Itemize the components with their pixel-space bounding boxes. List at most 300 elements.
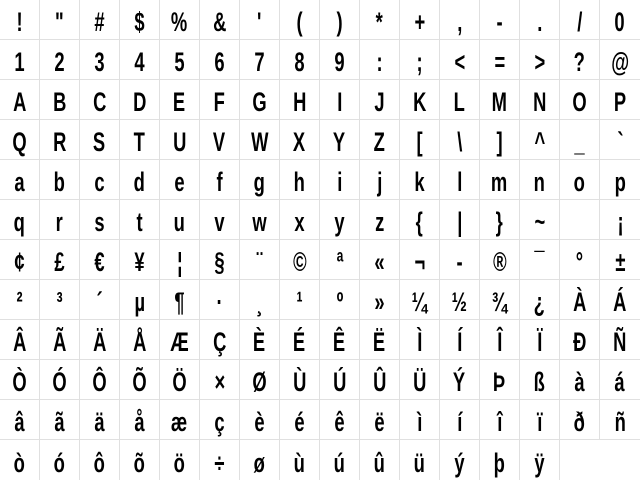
glyph: Ð — [572, 327, 587, 357]
glyph-cell[interactable] — [160, 120, 200, 160]
glyph-cell[interactable] — [520, 40, 560, 80]
glyph-cell[interactable] — [560, 280, 600, 320]
glyph-cell[interactable] — [320, 320, 360, 360]
glyph-cell[interactable] — [400, 400, 440, 440]
glyph-cell[interactable] — [440, 160, 480, 200]
glyph: ý — [454, 447, 465, 478]
glyph: H — [292, 87, 307, 117]
glyph: g — [253, 167, 266, 197]
glyph-cell[interactable] — [400, 40, 440, 80]
glyph-cell[interactable] — [320, 280, 360, 320]
glyph-cell[interactable] — [600, 200, 640, 240]
glyph-cell[interactable] — [600, 240, 640, 280]
glyph-cell[interactable] — [560, 360, 600, 400]
glyph-cell[interactable] — [80, 320, 120, 360]
glyph: õ — [133, 447, 146, 478]
glyph: ¶ — [174, 287, 185, 317]
glyph-cell[interactable] — [120, 440, 160, 480]
glyph: . — [536, 7, 543, 37]
glyph-cell[interactable] — [160, 0, 200, 40]
glyph-cell[interactable] — [40, 80, 80, 120]
glyph: f — [216, 167, 223, 197]
glyph-cell[interactable] — [40, 400, 80, 440]
glyph-cell[interactable] — [320, 240, 360, 280]
glyph-cell[interactable] — [560, 400, 600, 440]
glyph: ñ — [614, 407, 626, 437]
glyph-cell[interactable] — [560, 200, 600, 240]
glyph-cell[interactable] — [200, 400, 240, 440]
glyph-cell[interactable] — [240, 200, 280, 240]
glyph: ¦ — [176, 247, 183, 277]
glyph: ò — [13, 447, 26, 478]
glyph-cell[interactable] — [360, 120, 400, 160]
glyph-cell[interactable] — [200, 160, 240, 200]
glyph-cell[interactable] — [80, 240, 120, 280]
glyph-cell[interactable] — [0, 40, 40, 80]
glyph: N — [532, 87, 547, 117]
glyph: C — [92, 87, 107, 117]
glyph-cell[interactable] — [280, 360, 320, 400]
glyph-cell[interactable] — [520, 360, 560, 400]
glyph-cell[interactable] — [120, 80, 160, 120]
glyph: V — [213, 127, 226, 157]
glyph: ; — [416, 47, 423, 77]
glyph: £ — [54, 247, 65, 277]
glyph-cell[interactable] — [240, 160, 280, 200]
glyph-cell[interactable] — [0, 360, 40, 400]
glyph: § — [214, 247, 225, 277]
glyph: « — [374, 247, 385, 277]
glyph: ø — [253, 447, 266, 478]
glyph-cell[interactable] — [320, 400, 360, 440]
glyph-cell[interactable] — [280, 160, 320, 200]
glyph-cell[interactable] — [120, 160, 160, 200]
glyph: ¿ — [533, 287, 546, 317]
glyph: : — [376, 47, 383, 77]
glyph-cell[interactable] — [560, 80, 600, 120]
glyph-cell[interactable] — [160, 280, 200, 320]
glyph-cell[interactable] — [240, 400, 280, 440]
glyph-cell[interactable] — [520, 120, 560, 160]
glyph-cell[interactable] — [520, 0, 560, 40]
glyph-cell[interactable] — [320, 360, 360, 400]
glyph: | — [456, 207, 463, 237]
glyph: & — [212, 7, 227, 37]
glyph-cell[interactable] — [0, 280, 40, 320]
glyph-cell[interactable] — [480, 200, 520, 240]
glyph: ¬ — [414, 247, 425, 277]
glyph: M — [491, 87, 508, 117]
glyph-cell[interactable] — [160, 40, 200, 80]
glyph-cell[interactable] — [200, 0, 240, 40]
glyph-cell[interactable] — [360, 80, 400, 120]
glyph-cell[interactable] — [520, 80, 560, 120]
glyph-cell[interactable] — [120, 400, 160, 440]
glyph-cell[interactable] — [440, 0, 480, 40]
glyph-cell[interactable] — [240, 440, 280, 480]
glyph: @ — [611, 47, 629, 77]
glyph: Ô — [92, 367, 107, 397]
glyph-cell[interactable] — [0, 120, 40, 160]
glyph: Ü — [412, 367, 427, 397]
glyph: ! — [16, 7, 23, 37]
glyph: é — [294, 407, 305, 437]
glyph-row — [0, 360, 640, 400]
glyph: Q — [12, 127, 27, 157]
glyph: á — [614, 367, 626, 397]
glyph-cell[interactable] — [80, 400, 120, 440]
glyph: T — [133, 127, 146, 157]
glyph-cell[interactable] — [320, 80, 360, 120]
glyph-cell[interactable] — [40, 200, 80, 240]
glyph: Ä — [92, 327, 107, 357]
glyph-cell[interactable] — [560, 40, 600, 80]
glyph-cell[interactable] — [280, 80, 320, 120]
glyph-cell[interactable] — [80, 40, 120, 80]
glyph: - — [456, 247, 463, 277]
glyph-cell[interactable] — [280, 40, 320, 80]
glyph-cell[interactable] — [360, 0, 400, 40]
glyph-cell[interactable] — [360, 240, 400, 280]
glyph-cell[interactable] — [160, 320, 200, 360]
glyph: Ã — [52, 327, 67, 357]
glyph: Ó — [52, 367, 67, 397]
glyph-cell[interactable] — [40, 0, 80, 40]
glyph-cell[interactable] — [0, 440, 40, 480]
glyph: Ê — [333, 327, 346, 357]
glyph-cell[interactable] — [480, 360, 520, 400]
glyph: 1 — [14, 47, 25, 77]
glyph: { — [415, 207, 424, 237]
glyph: º — [336, 287, 343, 317]
glyph: E — [173, 87, 186, 117]
glyph: a — [14, 167, 25, 197]
glyph-cell[interactable] — [160, 80, 200, 120]
glyph-cell[interactable] — [80, 200, 120, 240]
glyph: 4 — [134, 47, 145, 77]
glyph-cell[interactable] — [600, 360, 640, 400]
glyph-cell[interactable] — [200, 120, 240, 160]
glyph-cell[interactable] — [80, 0, 120, 40]
glyph-cell[interactable] — [480, 0, 520, 40]
glyph-cell[interactable] — [360, 280, 400, 320]
glyph-cell[interactable] — [0, 0, 40, 40]
glyph-cell[interactable] — [440, 280, 480, 320]
glyph-cell[interactable] — [0, 400, 40, 440]
glyph-cell[interactable] — [40, 120, 80, 160]
glyph-cell[interactable] — [520, 160, 560, 200]
glyph-cell[interactable] — [280, 440, 320, 480]
glyph-cell[interactable] — [360, 440, 400, 480]
glyph-cell[interactable] — [560, 320, 600, 360]
glyph: Í — [456, 327, 463, 357]
glyph-cell[interactable] — [360, 360, 400, 400]
glyph: ì — [416, 407, 423, 437]
glyph-cell[interactable] — [80, 440, 120, 480]
glyph: ¢ — [14, 247, 25, 277]
glyph-cell[interactable] — [560, 120, 600, 160]
glyph: þ — [493, 447, 506, 478]
glyph-cell[interactable] — [0, 200, 40, 240]
glyph-cell[interactable] — [40, 360, 80, 400]
glyph-cell[interactable] — [280, 240, 320, 280]
glyph-cell[interactable] — [440, 360, 480, 400]
glyph: ] — [496, 127, 503, 157]
glyph-cell[interactable] — [120, 40, 160, 80]
glyph: ¾ — [491, 287, 508, 317]
glyph-cell[interactable] — [560, 160, 600, 200]
glyph-cell[interactable] — [0, 160, 40, 200]
glyph-cell[interactable] — [120, 280, 160, 320]
glyph-row — [0, 240, 640, 280]
glyph-cell[interactable] — [280, 320, 320, 360]
glyph: É — [293, 327, 306, 357]
glyph-cell[interactable] — [320, 440, 360, 480]
glyph-cell[interactable] — [80, 120, 120, 160]
glyph-cell[interactable] — [400, 360, 440, 400]
glyph: 0 — [614, 7, 626, 37]
glyph: Ú — [332, 367, 347, 397]
glyph-cell[interactable] — [560, 240, 600, 280]
glyph-cell[interactable] — [200, 440, 240, 480]
glyph: ¼ — [411, 287, 428, 317]
glyph-cell[interactable] — [360, 200, 400, 240]
glyph: æ — [171, 407, 188, 437]
glyph-cell[interactable] — [440, 440, 480, 480]
glyph-cell[interactable] — [200, 360, 240, 400]
glyph: $ — [134, 7, 145, 37]
glyph-cell[interactable] — [400, 160, 440, 200]
glyph-cell[interactable] — [480, 40, 520, 80]
glyph: o — [573, 167, 586, 197]
glyph-cell[interactable] — [200, 40, 240, 80]
glyph: A — [12, 87, 27, 117]
glyph-cell[interactable] — [480, 280, 520, 320]
glyph-cell[interactable] — [280, 400, 320, 440]
glyph-cell[interactable] — [160, 200, 200, 240]
glyph-cell[interactable] — [280, 280, 320, 320]
glyph: ' — [257, 7, 262, 37]
glyph-cell[interactable] — [240, 0, 280, 40]
glyph: Ò — [12, 367, 27, 397]
glyph-cell[interactable] — [600, 160, 640, 200]
glyph-cell[interactable] — [600, 320, 640, 360]
glyph-cell[interactable] — [240, 280, 280, 320]
glyph-cell[interactable] — [440, 40, 480, 80]
glyph-cell[interactable] — [600, 40, 640, 80]
glyph-cell[interactable] — [480, 320, 520, 360]
glyph: ó — [53, 447, 66, 478]
glyph-cell[interactable] — [400, 120, 440, 160]
glyph-cell[interactable] — [160, 440, 200, 480]
glyph: ( — [296, 7, 303, 37]
glyph-cell[interactable] — [480, 240, 520, 280]
glyph-cell[interactable] — [0, 80, 40, 120]
glyph-cell[interactable] — [560, 0, 600, 40]
glyph: t — [136, 207, 143, 237]
glyph-cell[interactable] — [40, 440, 80, 480]
glyph-cell[interactable] — [400, 440, 440, 480]
glyph-cell[interactable] — [400, 280, 440, 320]
glyph-cell[interactable] — [0, 320, 40, 360]
glyph: Ù — [292, 367, 307, 397]
glyph: m — [491, 167, 508, 197]
glyph: P — [613, 87, 627, 117]
glyph: 5 — [174, 47, 185, 77]
glyph: Ö — [172, 367, 187, 397]
glyph: * — [375, 7, 384, 37]
glyph-cell[interactable] — [400, 200, 440, 240]
glyph-cell[interactable] — [80, 80, 120, 120]
glyph: ¡ — [616, 207, 624, 237]
glyph-cell[interactable] — [480, 120, 520, 160]
glyph-cell[interactable] — [440, 200, 480, 240]
glyph-cell[interactable] — [240, 320, 280, 360]
glyph: e — [174, 167, 185, 197]
glyph: ß — [533, 367, 546, 397]
glyph: Ñ — [613, 327, 627, 357]
glyph: % — [171, 7, 188, 37]
glyph: ½ — [451, 287, 468, 317]
glyph-cell[interactable] — [280, 120, 320, 160]
glyph-cell[interactable] — [440, 240, 480, 280]
glyph-cell[interactable] — [160, 240, 200, 280]
glyph: ÷ — [214, 447, 225, 478]
glyph-cell[interactable] — [200, 280, 240, 320]
glyph-row — [0, 400, 640, 440]
glyph-cell[interactable] — [360, 160, 400, 200]
glyph-row — [0, 0, 640, 40]
glyph: ³ — [56, 287, 63, 317]
glyph-cell[interactable] — [40, 240, 80, 280]
glyph: _ — [574, 127, 585, 157]
glyph-cell[interactable] — [240, 240, 280, 280]
glyph: } — [495, 207, 504, 237]
glyph-cell[interactable] — [280, 200, 320, 240]
glyph: ë — [374, 407, 385, 437]
glyph-cell[interactable] — [440, 80, 480, 120]
glyph: ï — [536, 407, 543, 437]
glyph-cell[interactable] — [120, 240, 160, 280]
glyph-cell[interactable] — [200, 240, 240, 280]
glyph: Æ — [170, 327, 189, 357]
glyph: n — [533, 167, 546, 197]
glyph-cell[interactable] — [480, 440, 520, 480]
glyph: ? — [573, 47, 586, 77]
glyph-cell[interactable] — [80, 160, 120, 200]
glyph: = — [494, 47, 505, 77]
glyph-cell[interactable] — [200, 80, 240, 120]
glyph-cell[interactable] — [400, 320, 440, 360]
glyph: / — [576, 7, 583, 37]
glyph-cell[interactable] — [400, 240, 440, 280]
glyph-cell[interactable] — [40, 160, 80, 200]
glyph-cell[interactable] — [600, 120, 640, 160]
glyph-cell[interactable] — [600, 400, 640, 440]
glyph-cell[interactable] — [320, 200, 360, 240]
glyph-cell[interactable] — [160, 160, 200, 200]
glyph: Z — [373, 127, 386, 157]
glyph-cell[interactable] — [120, 360, 160, 400]
glyph: 7 — [254, 47, 265, 77]
glyph-cell[interactable] — [360, 40, 400, 80]
glyph-cell[interactable] — [520, 240, 560, 280]
glyph: Ø — [252, 367, 267, 397]
glyph: Î — [496, 327, 503, 357]
glyph-cell[interactable] — [600, 0, 640, 40]
glyph-cell[interactable] — [360, 400, 400, 440]
glyph: S — [93, 127, 106, 157]
glyph-cell[interactable] — [120, 200, 160, 240]
glyph-cell[interactable] — [80, 360, 120, 400]
glyph-cell[interactable] — [240, 120, 280, 160]
glyph-cell[interactable] — [320, 0, 360, 40]
glyph-cell[interactable] — [280, 0, 320, 40]
glyph: å — [134, 407, 145, 437]
glyph-cell[interactable] — [320, 160, 360, 200]
glyph: " — [55, 7, 64, 37]
glyph-row — [0, 200, 640, 240]
glyph-cell[interactable] — [400, 0, 440, 40]
glyph-cell[interactable] — [120, 0, 160, 40]
glyph-cell[interactable] — [320, 120, 360, 160]
glyph-cell[interactable] — [400, 80, 440, 120]
glyph-cell[interactable] — [440, 400, 480, 440]
glyph-cell[interactable] — [120, 320, 160, 360]
glyph-cell[interactable] — [600, 280, 640, 320]
glyph-cell[interactable] — [480, 80, 520, 120]
glyph-cell[interactable] — [240, 40, 280, 80]
glyph-cell[interactable] — [200, 320, 240, 360]
glyph-cell[interactable] — [40, 320, 80, 360]
glyph-cell[interactable] — [320, 40, 360, 80]
glyph-cell[interactable] — [240, 360, 280, 400]
glyph-cell[interactable] — [240, 80, 280, 120]
glyph-cell[interactable] — [40, 280, 80, 320]
glyph: ) — [336, 7, 343, 37]
glyph: B — [52, 87, 67, 117]
glyph-cell[interactable] — [480, 400, 520, 440]
glyph-cell[interactable] — [480, 160, 520, 200]
glyph-cell[interactable] — [360, 320, 400, 360]
glyph-cell[interactable] — [520, 200, 560, 240]
glyph: ÿ — [534, 447, 545, 478]
glyph-cell[interactable] — [600, 80, 640, 120]
glyph-cell[interactable] — [200, 200, 240, 240]
glyph-cell[interactable] — [520, 400, 560, 440]
glyph-cell[interactable] — [160, 400, 200, 440]
glyph: 9 — [334, 47, 345, 77]
glyph: Å — [132, 327, 147, 357]
glyph-cell[interactable] — [80, 280, 120, 320]
glyph-cell[interactable] — [0, 240, 40, 280]
glyph-cell[interactable] — [440, 320, 480, 360]
glyph-cell[interactable] — [520, 280, 560, 320]
glyph: ¨ — [256, 247, 263, 277]
glyph-cell[interactable] — [520, 320, 560, 360]
glyph: F — [213, 87, 226, 117]
glyph: 3 — [94, 47, 105, 77]
glyph-cell[interactable] — [120, 120, 160, 160]
glyph: € — [94, 247, 105, 277]
glyph: # — [94, 7, 105, 37]
glyph-cell[interactable] — [40, 40, 80, 80]
glyph: û — [373, 447, 386, 478]
glyph: Ç — [212, 327, 227, 357]
glyph-cell[interactable] — [520, 440, 560, 480]
glyph-cell[interactable] — [440, 120, 480, 160]
glyph-cell[interactable] — [160, 360, 200, 400]
